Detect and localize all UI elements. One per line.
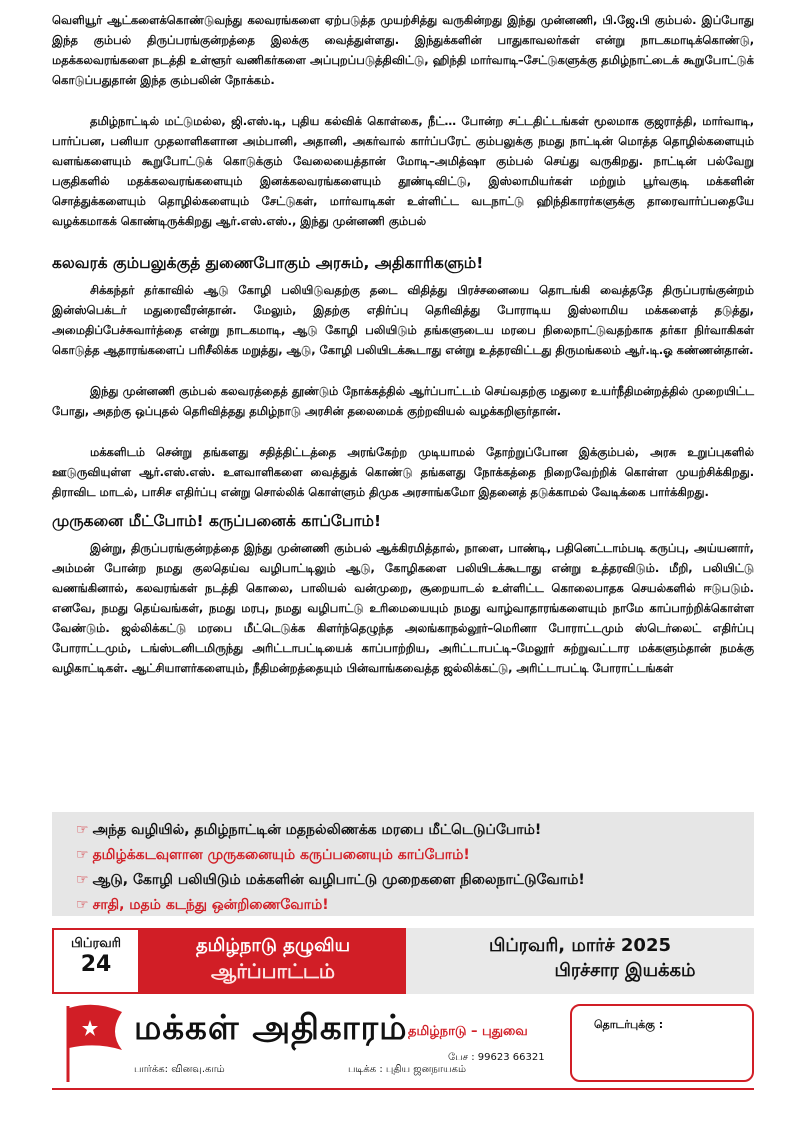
contact-label: தொடர்புக்கு : xyxy=(594,1018,664,1031)
paragraph-court: இந்து முன்னணி கும்பல் கலவரத்தைத் தூண்டும் நோக்கத்தில் ஆர்ப்பாட்டம் செய்வதற்கு மதுரை உயர்நீதிமன்றத்தில் முறையிட்ட போது, அதற்கு ஒப்புதல் தெரிவித்தது தமிழ்நாடு அரசின் தலைமைக் குற்றவியல் வழக்கறிஞர்தான். xyxy=(52,384,754,418)
event-line-2: ஆர்ப்பாட்டம் xyxy=(211,959,335,983)
paragraph-today: இன்று, திருப்பரங்குன்றத்தை இந்து முன்னணி கும்பல் ஆக்கிரமித்தால், நாளை, பாண்டி, பதினெட்டாம்படி கருப்பு, அய்யனார், அம்மன் போன்ற நமது குலதெய்வ வழிபாட்டிலும் ஆடு, கோழிகளை பலியிடக்கூடாது என்று உத்தரவிடும். மீறி, பலியிட்டு வணங்கினால், கலவரங்கள் நடத்தி கொலை, பாலியல் வன்முறை, சூறையாடல் உள்ளிட்ட கொலைபாதக செயல்களில் ஈடுபடும். எனவே, நமது தெய்வங்கள், நமது மரபு, நமது வழிபாட்டு உரிமையையும் நமது வாழ்வாதாரங்களையும் நாமே காப்பாற்றிக்கொள்ள வேண்டும். ஜல்லிக்கட்டு மரபை மீட்டெடுக்க கிளர்ந்தெழுந்த அலங்காநல்லூர்–மெரினா போராட்டமும் ஸ்டெர்லைட் எதிர்ப்பு போராட்டமும், டங்ஸ்டனிடமிருந்து அரிட்டாபட்டியைக் காப்பாற்றிய, அரிட்டாபட்டி–மேலூர் சுற்றுவட்டார மக்களும்தான் நமக்கு வழிகாட்டிகள். ஆட்சியாளர்களையும், நீதிமன்றத்தையும் பின்வாங்கவைத்த ஜல்லிக்கட்டு, அரிட்டாபட்டி போராட்டங்கள் xyxy=(52,541,754,675)
pointing-hand-icon: ☞ xyxy=(76,847,89,863)
magazine-note: படிக்க : புதிய ஜனநாயகம் xyxy=(348,1064,467,1075)
slogan-2: ☞ தமிழ்க்கடவுளான முருகனையும் கருப்பனையும் காப்போம்! xyxy=(76,847,470,863)
org-name: மக்கள் அதிகாரம் xyxy=(134,1008,408,1048)
campaign-line-1: பிப்ரவரி, மார்ச் 2025 xyxy=(488,935,672,956)
slogan-1: ☞ அந்த வழியில், தமிழ்நாட்டின் மதநல்லிணக்க மரபை மீட்டெடுப்போம்! xyxy=(76,822,542,838)
campaign-band xyxy=(406,928,754,994)
event-title-band xyxy=(140,928,406,994)
event-line-1: தமிழ்நாடு தழுவிய xyxy=(195,935,351,956)
footer xyxy=(52,1000,754,1110)
slogan-3: ☞ ஆடு, கோழி பலியிடும் மக்களின் வழிபாட்டு முறைகளை நிலைநாட்டுவோம்! xyxy=(76,872,585,888)
paragraph-intro: வெளியூர் ஆட்களைக்கொண்டுவந்து கலவரங்களை ஏற்படுத்த முயற்சித்து வருகின்றது இந்து முன்னணி, பி.ஜே.பி கும்பல். இப்போது இந்த கும்பல் திருப்பரங்குன்றத்தை இலக்கு வைத்துள்ளது. இந்துக்களின் பாதுகாவலர்கள் என்று நாடகமாடிக்கொண்டு, மதக்கலவரங்களை நடத்தி உள்ளூர் வணிகர்களை அப்புறப்படுத்திவிட்டு, ஹிந்தி மார்வாடி–சேட்டுகளுக்கு தமிழ்நாட்டைக் கூறுபோட்டுக் கொடுப்பதுதான் இந்த கும்பலின் நோக்கம். xyxy=(52,13,754,87)
pointing-hand-icon: ☞ xyxy=(76,897,89,913)
slogan-box xyxy=(52,812,754,916)
paragraph-corporate: தமிழ்நாட்டில் மட்டுமல்ல, ஜி.எஸ்.டி, புதிய கல்விக் கொள்கை, நீட்… போன்ற சட்டதிட்டங்கள் மூலமாக குஜராத்தி, மார்வாடி, பார்ப்பன, பனியா முதலாளிகளான அம்பானி, அதானி, அகர்வால் கார்ப்பரேட் கும்பலுக்கு நமது நாட்டின் மொத்த தொழில்களையும் வளங்களையும் கூறுபோட்டுக் கொடுக்கும் வேலையைத்தான் மோடி–அமித்ஷா கும்பல் செய்து வருகிறது. நாட்டின் பல்வேறு பகுதிகளில் மதக்கலவரங்களையும் இனக்கலவரங்களையும் தூண்டிவிட்டு, இஸ்லாமியர்கள் மற்றும் பூர்வகுடி மக்களின் சொத்துக்களையும் தொழில்களையும் சேட்டுகள், மார்வாடிகள் உள்ளிட்ட வடநாட்டு ஹிந்திகாரர்களுக்கு தாரைவார்ப்பதையே வழக்கமாகக் கொண்டிருக்கிறது ஆர்.எஸ்.எஸ்., இந்து முன்னணி கும்பல் xyxy=(52,114,754,228)
date-day: 24 xyxy=(80,952,112,977)
pointing-hand-icon: ☞ xyxy=(76,822,89,838)
pointing-hand-icon: ☞ xyxy=(76,872,89,888)
date-box xyxy=(52,928,140,994)
date-month: பிப்ரவரி xyxy=(70,936,122,951)
section-heading-2: முருகனை மீட்போம்! கருப்பனைக் காப்போம்! xyxy=(52,512,382,530)
contact-box xyxy=(570,1004,754,1082)
footer-divider xyxy=(52,1088,754,1090)
paragraph-dargah: சிக்கந்தர் தர்காவில் ஆடு கோழி பலியிடுவதற்கு தடை விதித்து பிரச்சனையை தொடங்கி வைத்ததே திருப்பரங்குன்றம் இன்ஸ்பெக்டர் மதுரைவீரன்தான். மேலும், இதற்கு எதிர்ப்பு தெரிவித்து போராடிய இஸ்லாமிய மக்களைத் தடுத்து, அமைதிப்பேச்சுவார்த்தை என்று நாடகமாடி, ஆடு கோழி பலியிடும் தங்களுடைய மரபை நிலைநாட்டுவதற்காக தர்கா நிர்வாகிகள் கொடுத்த ஆதாரங்களைப் பரிசீலிக்க மறுத்து, ஆடு, கோழி பலியிடக்கூடாது என்று உத்தரவிட்டது திருமங்கலம் ஆர்.டி.ஓ கண்ணன்தான். xyxy=(52,283,754,357)
event-banner xyxy=(52,928,754,994)
flag-logo-icon xyxy=(56,1002,126,1082)
article-body xyxy=(52,10,754,699)
paragraph-rss: மக்களிடம் சென்று தங்களது சதித்திட்டத்தை அரங்கேற்ற முடியாமல் தோற்றுப்போன இக்கும்பல், அரசு உறுப்புகளில் ஊடுருவியுள்ள ஆர்.எஸ்.எஸ். உளவாளிகளை வைத்துக் கொண்டு தங்களது நோக்கத்தை நிறைவேற்றிக் கொள்ள முயற்சிக்கிறது. திராவிட மாடல், பாசிச எதிர்ப்பு என்று சொல்லிக் கொள்ளும் திமுக அரசாங்கமோ இதனைத் தடுக்காமல் வேடிக்கை பார்க்கிறது. xyxy=(52,445,754,499)
website-note: பார்க்க: வினவு.காம் xyxy=(134,1064,225,1075)
campaign-line-2: பிரச்சார இயக்கம் xyxy=(554,960,696,981)
section-heading-1: கலவரக் கும்பலுக்குத் துணைபோகும் அரசும், அதிகாரிகளும்! xyxy=(52,254,484,272)
slogan-4: ☞ சாதி, மதம் கடந்து ஒன்றிணைவோம்! xyxy=(76,897,329,913)
phone-number: பேச : 99623 66321 xyxy=(448,1052,545,1063)
region: தமிழ்நாடு – புதுவை xyxy=(408,1024,528,1039)
